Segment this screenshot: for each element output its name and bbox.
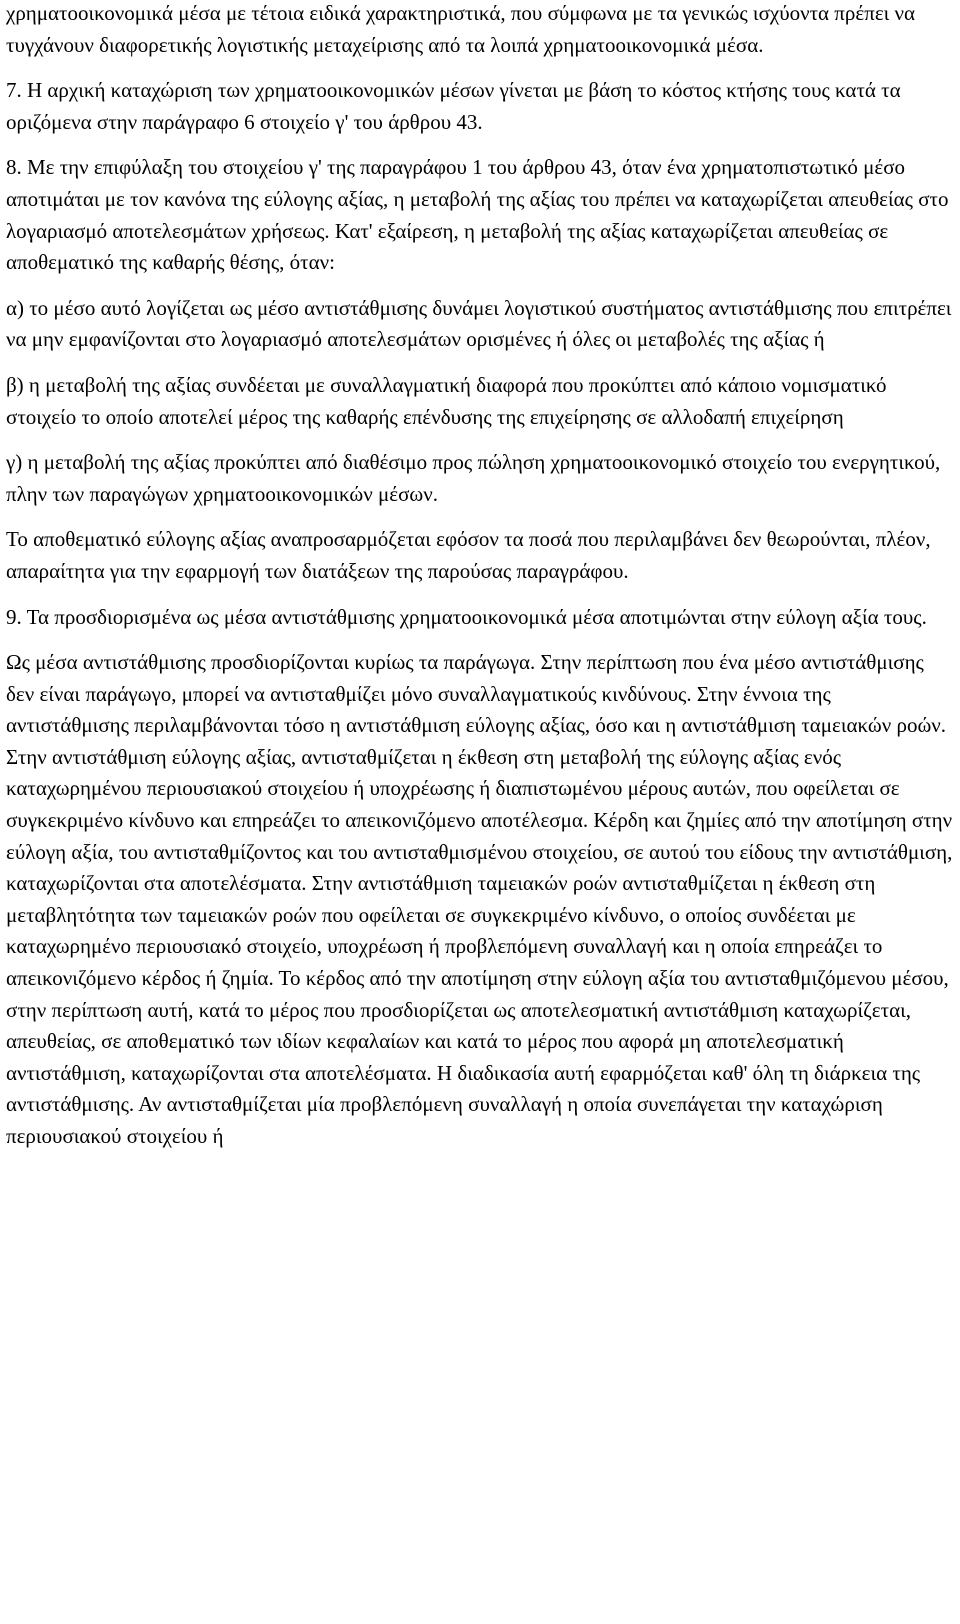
paragraph-continuation: χρηματοοικονομικά μέσα με τέτοια ειδικά χαρακτηριστικά, που σύμφωνα με τα γενικώς ισχύοντα πρέπει να τυγχάνουν διαφορετικής λογιστικής μεταχείρισης από τα λοιπά χρηματοοικονομικά μέσα.	[6, 1, 916, 57]
document-body	[6, 0, 954, 1167]
paragraph-8: 8. Με την επιφύλαξη του στοιχείου γ' της παραγράφου 1 του άρθρου 43, όταν ένα χρηματοπιστωτικό μέσο αποτιμάται με τον κανόνα της εύλογης αξίας, η μεταβολή της αξίας του πρέπει να καταχωρίζεται απευθείας στο λογαριασμό αποτελεσμάτων χρήσεως. Κατ' εξαίρεση, η μεταβολή της αξίας καταχωρίζεται απευθείας σε αποθεματικό της καθαρής θέσης, όταν:	[6, 155, 949, 275]
item-c: γ) η μεταβολή της αξίας προκύπτει από διαθέσιμο προς πώληση χρηματοοικονομικό στοιχείο του ενεργητικού, πλην των παραγώγων χρηματοοικονομικών μέσων.	[6, 450, 941, 506]
paragraph-7: 7. Η αρχική καταχώριση των χρηματοοικονομικών μέσων γίνεται με βάση το κόστος κτήσης τους κατά τα οριζόμενα στην παράγραφο 6 στοιχείο γ' του άρθρου 43.	[6, 78, 901, 134]
hedging-instruments-paragraph: Ως μέσα αντιστάθμισης προσδιορίζονται κυρίως τα παράγωγα. Στην περίπτωση που ένα μέσο αντιστάθμισης δεν είναι παράγωγο, μπορεί να αντισταθμίζει μόνο συναλλαγματικούς κινδύνους. Στην έννοια της αντιστάθμισης περιλαμβάνονται τόσο η αντιστάθμιση εύλογης αξίας, όσο και η αντιστάθμιση ταμειακών ροών. Στην αντιστάθμιση εύλογης αξίας, αντισταθμίζεται η έκθεση στη μεταβολή της εύλογης αξίας ενός καταχωρημένου περιουσιακού στοιχείου ή υποχρέωσης ή διαπιστωμένου μέρους αυτών, που οφείλεται σε συγκεκριμένο κίνδυνο και επηρεάζει το απεικονιζόμενο αποτέλεσμα. Κέρδη και ζημίες από την αποτίμηση στην εύλογη αξία, του αντισταθμίζοντος και του αντισταθμισμένου στοιχείου, σε αυτού του είδους την αντιστάθμιση, καταχωρίζονται στα αποτελέσματα. Στην αντιστάθμιση ταμειακών ροών αντισταθμίζεται η έκθεση στη μεταβλητότητα των ταμειακών ροών που οφείλεται σε συγκεκριμένο κίνδυνο, ο οποίος συνδέεται με καταχωρημένο περιουσιακό στοιχείο, υποχρέωση ή προβλεπόμενη συναλλαγή και η οποία επηρεάζει το απεικονιζόμενο κέρδος ή ζημία. Το κέρδος από την αποτίμηση στην εύλογη αξία του αντισταθμιζόμενου μέσου, στην περίπτωση αυτή, κατά το μέρος που προσδιορίζεται ως αποτελεσματική αντιστάθμιση καταχωρίζεται, απευθείας, σε αποθεματικό των ιδίων κεφαλαίων και κατά το μέρος που αφορά μη αποτελεσματική αντιστάθμιση, καταχωρίζονται στα αποτελέσματα. Η διαδικασία αυτή εφαρμόζεται καθ' όλη τη διάρκεια της αντιστάθμισης. Αν αντισταθμίζεται μία προβλεπόμενη συναλλαγή η οποία συνεπάγεται την καταχώριση περιουσιακού στοιχείου ή	[6, 650, 953, 1148]
fair-value-reserve-paragraph: Το αποθεματικό εύλογης αξίας αναπροσαρμόζεται εφόσον τα ποσά που περιλαμβάνει δεν θεωρούνται, πλέον, απαραίτητα για την εφαρμογή των διατάξεων της παρούσας παραγράφου.	[6, 527, 931, 583]
paragraph-9: 9. Τα προσδιορισμένα ως μέσα αντιστάθμισης χρηματοοικονομικά μέσα αποτιμώνται στην εύλογη αξία τους.	[6, 604, 927, 629]
item-b: β) η μεταβολή της αξίας συνδέεται με συναλλαγματική διαφορά που προκύπτει από κάποιο νομισματικό στοιχείο το οποίο αποτελεί μέρος της καθαρής επένδυσης της επιχείρησης σε αλλοδαπή επιχείρηση	[6, 372, 887, 429]
item-a: α) το μέσο αυτό λογίζεται ως μέσο αντιστάθμισης δυνάμει λογιστικού συστήματος αντιστάθμισης που επιτρέπει να μην εμφανίζονται στο λογαριασμό αποτελεσμάτων ορισμένες ή όλες οι μεταβολές της αξίας ή	[6, 295, 952, 352]
